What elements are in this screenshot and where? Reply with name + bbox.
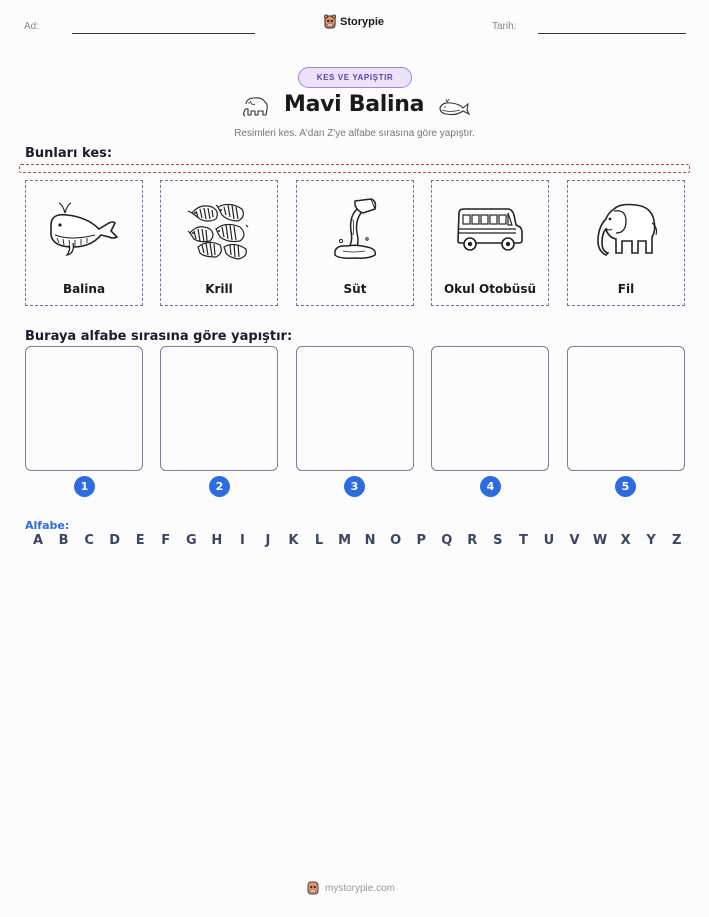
- alphabet-letter: X: [620, 533, 631, 548]
- cut-card-image: [432, 187, 548, 273]
- alphabet-letter: E: [135, 533, 145, 548]
- alphabet-letter: R: [467, 533, 478, 548]
- slot-number: 1: [74, 476, 95, 497]
- alphabet-letter: L: [314, 533, 324, 548]
- alphabet-letter: P: [416, 533, 426, 548]
- milk-icon: [327, 197, 383, 263]
- slot-number: 5: [615, 476, 636, 497]
- slot-number: 3: [344, 476, 365, 497]
- alphabet-letter: B: [58, 533, 69, 548]
- cut-card-label: Okul Otobüsü: [443, 282, 536, 296]
- slot-number: 2: [209, 476, 230, 497]
- paste-slot[interactable]: [160, 346, 278, 471]
- paste-slot[interactable]: [431, 346, 549, 471]
- cut-card-label: Süt: [343, 282, 367, 296]
- cut-card-label: Balina: [62, 282, 106, 296]
- worksheet-header: [0, 0, 709, 50]
- alphabet-letter: G: [185, 533, 197, 548]
- alphabet-letter: H: [211, 533, 223, 548]
- alphabet-letter: I: [239, 533, 245, 548]
- alphabet-letter: K: [288, 533, 299, 548]
- alphabet-letter: Y: [646, 533, 656, 548]
- worksheet-title: Mavi Balina: [284, 92, 425, 117]
- cut-card-image: [26, 187, 142, 273]
- alphabet-letter: V: [569, 533, 580, 548]
- krill-icon: [186, 199, 252, 261]
- cut-card-image: [161, 187, 277, 273]
- paste-section-title: Buraya alfabe sırasına göre yapıştır:: [25, 329, 293, 344]
- alphabet-letter: T: [518, 533, 528, 548]
- alphabet-letter: F: [161, 533, 171, 548]
- elephant-icon: [592, 201, 660, 259]
- cut-card-image: [297, 187, 413, 273]
- cut-card-label: Krill: [205, 282, 233, 296]
- alphabet-letter: Z: [671, 533, 682, 548]
- title-row: [0, 92, 709, 124]
- brand-name: Storypie: [340, 16, 385, 28]
- paste-slot[interactable]: [567, 346, 685, 471]
- alphabet-letter: N: [364, 533, 376, 548]
- alphabet-letter: D: [109, 533, 121, 548]
- footer-url[interactable]: mystorypie.com: [325, 882, 396, 894]
- cut-card-image: [568, 187, 684, 273]
- alphabet-letter: W: [592, 533, 608, 548]
- alphabet-letter: C: [84, 533, 94, 548]
- paste-slot[interactable]: [25, 346, 143, 471]
- alphabet-letter: M: [338, 533, 352, 548]
- cut-card-milk[interactable]: [296, 180, 414, 306]
- cut-card-krill[interactable]: [160, 180, 278, 306]
- paste-slot[interactable]: [296, 346, 414, 471]
- alphabet-letter: Q: [441, 533, 453, 548]
- cut-card-label: Fil: [617, 282, 635, 296]
- alphabet-letter: U: [543, 533, 555, 548]
- cut-card-elephant[interactable]: [567, 180, 685, 306]
- slot-number: 4: [480, 476, 501, 497]
- alphabet-letter: J: [265, 533, 271, 548]
- brand-logo: [323, 14, 384, 30]
- name-line: [72, 33, 255, 34]
- date-line: [538, 33, 686, 34]
- storypie-mascot-icon: [323, 14, 337, 30]
- instructions-text: Resimleri kes. A'dan Z'ye alfabe sırasına göre yapıştır.: [234, 128, 475, 139]
- alphabet-letter: O: [390, 533, 402, 548]
- name-label: Ad:: [24, 21, 40, 32]
- date-label: Tarih:: [492, 21, 517, 32]
- cut-card-whale[interactable]: [25, 180, 143, 306]
- footer: [306, 880, 395, 896]
- whale-icon: [438, 98, 470, 118]
- alphabet-label: Alfabe:: [25, 519, 70, 532]
- alphabet-letter: A: [32, 533, 44, 548]
- cut-line-strip: [19, 164, 690, 173]
- whale-icon: [47, 201, 121, 259]
- elephant-icon: [240, 95, 272, 119]
- storypie-mascot-icon: [306, 880, 320, 896]
- alphabet-letter: S: [493, 533, 503, 548]
- alphabet-row: [30, 533, 685, 548]
- activity-badge: KES VE YAPIŞTIR: [298, 67, 412, 88]
- school-bus-icon: [456, 207, 524, 253]
- cut-card-school-bus[interactable]: [431, 180, 549, 306]
- cut-section-title: Bunları kes:: [25, 146, 113, 161]
